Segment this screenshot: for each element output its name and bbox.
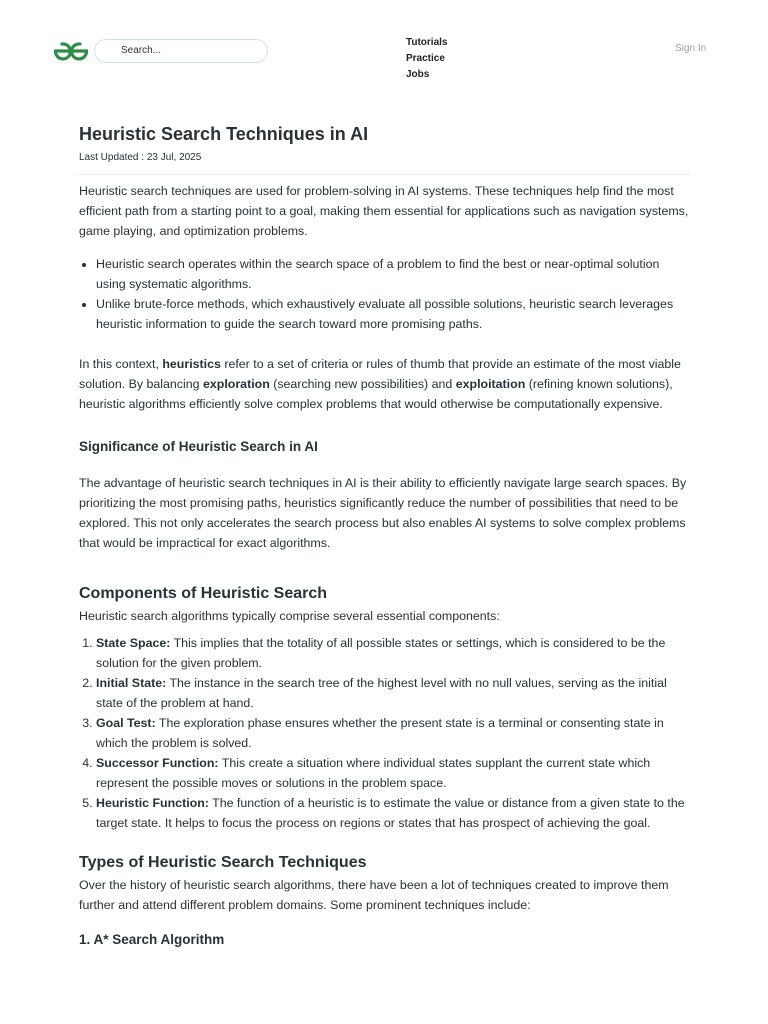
- types-heading: Types of Heuristic Search Techniques: [79, 854, 367, 871]
- sign-in-link[interactable]: Sign In: [675, 43, 707, 54]
- bold-term: exploration: [203, 377, 270, 391]
- bold-term: heuristics: [162, 357, 221, 371]
- nav-practice[interactable]: Practice: [406, 53, 445, 64]
- search-input[interactable]: Search...: [94, 39, 268, 63]
- components-list: [79, 633, 690, 833]
- text: The instance in the search tree of the highest level with no null values, serving as the initial state of the problem at hand.: [96, 676, 667, 710]
- gfg-logo-icon[interactable]: [52, 40, 90, 62]
- bold-term: Initial State:: [96, 676, 167, 690]
- list-item: • Unlike brute-force methods, which exhaustively evaluate all possible solutions, heuristic search leverages heuristic information to guide the search toward more promising paths.: [96, 294, 690, 334]
- text: (searching new possibilities) and: [269, 377, 456, 391]
- list-item: [96, 793, 690, 833]
- intro-paragraph: Heuristic search techniques are used for problem-solving in AI systems. These techniques help find the most efficient path from a starting point to a goal, making them essential for applications such as navigation systems, game playing, and optimization problems.: [79, 184, 689, 238]
- intro-bullets: [79, 254, 690, 334]
- text: In this context,: [79, 357, 163, 371]
- astar-heading: 1. A* Search Algorithm: [79, 932, 225, 947]
- significance-paragraph: The advantage of heuristic search techniques in AI is their ability to efficiently navigate large search spaces. By prioritizing the most promising paths, heuristics significantly reduce the number of possibilities that need to be explored. This not only accelerates the search process but also enables AI systems to solve complex problems that would be impractical for exact algorithms.: [79, 476, 687, 550]
- components-heading: Components of Heuristic Search: [79, 585, 328, 602]
- text: This implies that the totality of all possible states or settings, which is considered to be the solution for the given problem.: [96, 636, 666, 670]
- top-nav: [406, 35, 447, 83]
- list-item: [96, 753, 690, 793]
- text: refer to a set of criteria or rules of thumb that provide an estimate of the most viable solution. By balancing: [79, 357, 681, 391]
- last-updated: Last Updated : 23 Jul, 2025: [79, 152, 202, 163]
- nav-tutorials[interactable]: Tutorials: [406, 37, 448, 48]
- components-intro: Heuristic search algorithms typically comprise several essential components:: [79, 609, 500, 623]
- context-paragraph: [79, 354, 690, 414]
- text: The function of a heuristic is to estimate the value or distance from a given state to the target state. It helps to focus the process on regions or states that has prospect of achieving the goal.: [96, 796, 685, 830]
- nav-jobs[interactable]: Jobs: [406, 69, 430, 80]
- bold-term: exploitation: [455, 377, 526, 391]
- bold-term: Heuristic Function:: [96, 796, 209, 810]
- text: (refining known solutions), heuristic algorithms efficiently solve complex problems that would otherwise be computationally expensive.: [79, 377, 673, 411]
- list-item: [96, 673, 690, 713]
- text: This create a situation where individual states supplant the current state which represent the possible moves or solutions in the problem space.: [96, 756, 651, 790]
- text: The exploration phase ensures whether the present state is a terminal or consenting state in which the problem is solved.: [96, 716, 664, 750]
- article-title: Heuristic Search Techniques in AI: [79, 124, 369, 144]
- types-intro: Over the history of heuristic search algorithms, there have been a lot of techniques created to improve them further and attend different problem domains. Some prominent techniques include:: [79, 878, 669, 912]
- bold-term: Goal Test:: [96, 716, 156, 730]
- list-item: [96, 633, 690, 673]
- bold-term: State Space:: [96, 636, 171, 650]
- site-header: [0, 0, 768, 110]
- list-item: • Heuristic search operates within the search space of a problem to find the best or near-optimal solution using systematic algorithms.: [96, 254, 690, 294]
- significance-heading: Significance of Heuristic Search in AI: [79, 439, 318, 454]
- bold-term: Successor Function:: [96, 756, 219, 770]
- list-item: [96, 713, 690, 753]
- divider: [79, 174, 690, 175]
- article: [79, 118, 690, 966]
